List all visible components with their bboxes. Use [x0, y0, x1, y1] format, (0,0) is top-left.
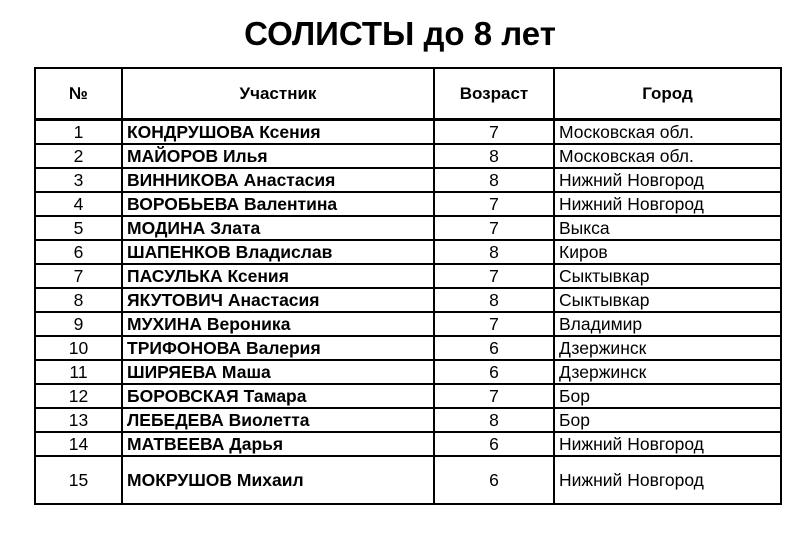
cell-number: 2 [35, 144, 122, 168]
table-row [35, 120, 781, 145]
cell-participant: ТРИФОНОВА Валерия [122, 336, 434, 360]
cell-city: Московская обл. [554, 144, 781, 168]
cell-number: 11 [35, 360, 122, 384]
cell-participant: КОНДРУШОВА Ксения [122, 120, 434, 145]
table-row [35, 192, 781, 216]
header-participant: Участник [122, 68, 434, 120]
cell-city: Киров [554, 240, 781, 264]
cell-age: 7 [434, 312, 554, 336]
cell-age: 7 [434, 264, 554, 288]
table-row [35, 360, 781, 384]
cell-number: 13 [35, 408, 122, 432]
table-header-row [35, 68, 781, 120]
header-number: № [35, 68, 122, 120]
table-row [35, 240, 781, 264]
table-row [35, 312, 781, 336]
cell-participant: ВИННИКОВА Анастасия [122, 168, 434, 192]
cell-age: 6 [434, 336, 554, 360]
cell-number: 14 [35, 432, 122, 456]
table-row [35, 384, 781, 408]
cell-city: Бор [554, 384, 781, 408]
cell-number: 6 [35, 240, 122, 264]
cell-city: Сыктывкар [554, 288, 781, 312]
cell-number: 12 [35, 384, 122, 408]
cell-participant: МОКРУШОВ Михаил [122, 456, 434, 504]
cell-age: 8 [434, 408, 554, 432]
cell-city: Бор [554, 408, 781, 432]
cell-participant: ШИРЯЕВА Маша [122, 360, 434, 384]
cell-age: 6 [434, 432, 554, 456]
cell-participant: ЯКУТОВИЧ Анастасия [122, 288, 434, 312]
table-row [35, 216, 781, 240]
table-row [35, 144, 781, 168]
table-row [35, 336, 781, 360]
cell-age: 8 [434, 144, 554, 168]
cell-number: 7 [35, 264, 122, 288]
table-row [35, 456, 781, 504]
cell-participant: ЛЕБЕДЕВА Виолетта [122, 408, 434, 432]
cell-city: Выкса [554, 216, 781, 240]
cell-age: 7 [434, 120, 554, 145]
cell-number: 5 [35, 216, 122, 240]
table-row [35, 264, 781, 288]
cell-participant: БОРОВСКАЯ Тамара [122, 384, 434, 408]
cell-participant: ПАСУЛЬКА Ксения [122, 264, 434, 288]
cell-city: Нижний Новгород [554, 456, 781, 504]
cell-city: Дзержинск [554, 360, 781, 384]
cell-age: 7 [434, 192, 554, 216]
cell-age: 8 [434, 288, 554, 312]
cell-age: 6 [434, 360, 554, 384]
table-row [35, 288, 781, 312]
cell-age: 7 [434, 216, 554, 240]
cell-city: Сыктывкар [554, 264, 781, 288]
header-city: Город [554, 68, 781, 120]
header-age: Возраст [434, 68, 554, 120]
table-row [35, 408, 781, 432]
cell-city: Нижний Новгород [554, 432, 781, 456]
page-title: СОЛИСТЫ до 8 лет [244, 15, 556, 52]
cell-age: 7 [434, 384, 554, 408]
cell-number: 10 [35, 336, 122, 360]
cell-number: 8 [35, 288, 122, 312]
cell-number: 1 [35, 120, 122, 145]
cell-city: Московская обл. [554, 120, 781, 145]
cell-city: Нижний Новгород [554, 192, 781, 216]
cell-participant: МОДИНА Злата [122, 216, 434, 240]
cell-age: 6 [434, 456, 554, 504]
cell-participant: МАТВЕЕВА Дарья [122, 432, 434, 456]
table-row [35, 432, 781, 456]
cell-participant: ШАПЕНКОВ Владислав [122, 240, 434, 264]
cell-city: Нижний Новгород [554, 168, 781, 192]
cell-number: 9 [35, 312, 122, 336]
cell-number: 3 [35, 168, 122, 192]
participants-table [34, 67, 782, 505]
cell-number: 4 [35, 192, 122, 216]
cell-participant: МАЙОРОВ Илья [122, 144, 434, 168]
table-row [35, 168, 781, 192]
cell-city: Владимир [554, 312, 781, 336]
cell-age: 8 [434, 240, 554, 264]
cell-participant: МУХИНА Вероника [122, 312, 434, 336]
cell-city: Дзержинск [554, 336, 781, 360]
cell-number: 15 [35, 456, 122, 504]
cell-age: 8 [434, 168, 554, 192]
cell-participant: ВОРОБЬЕВА Валентина [122, 192, 434, 216]
